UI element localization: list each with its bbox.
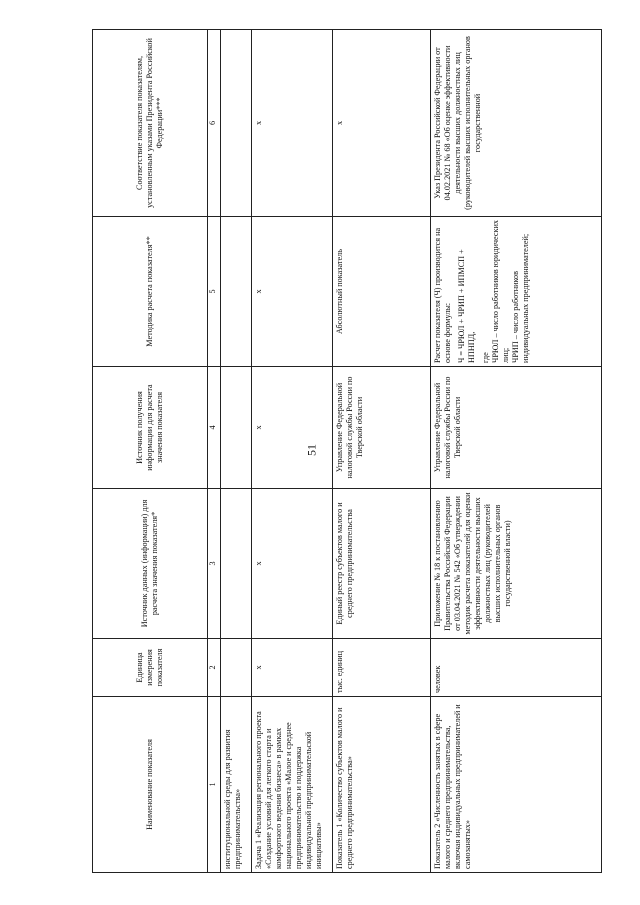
- method-formula: Ч = ЧРЮЛ + ЧРИП + ИПМСП + НПНПД,: [456, 249, 476, 363]
- row-origin: [221, 367, 251, 489]
- page-number: 51: [304, 444, 319, 456]
- method-where: где: [480, 352, 490, 363]
- row-source: Единый реестр субъектов малого и среднего предпринимательства: [332, 489, 430, 639]
- row-name: Показатель 2 «Численность занятых в сфере малого и среднего предпринимательства, включая индивидуальных предпринимателей и самозанятых»: [430, 697, 601, 873]
- column-number-row: [207, 30, 221, 873]
- indicators-table: [92, 29, 602, 873]
- row-source: Приложение № 18 к постановлению Правительства Российской Федерации от 03.04.2021 № 542 «Об утверждении методик расчета показателей для оценки эффективности деятельности высших должностных лиц (руководителей высших исполнительных органов государственной власти): [430, 489, 601, 639]
- row-compliance: Указ Президента Российской Федерации от 04.02.2021 № 68 «Об оценке эффективности деятельности высших должностных лиц (руководителей высших исполнительных органов государственной: [430, 30, 601, 217]
- header-data-source: Источник данных (информации) для расчета значения показателя*: [93, 489, 208, 639]
- table-row: [251, 30, 332, 873]
- row-unit: [221, 639, 251, 697]
- row-unit: х: [251, 639, 332, 697]
- table-row: [430, 30, 601, 873]
- header-indicator-name: Наименование показателя: [93, 697, 208, 873]
- method-definition: ЧРИП – число работников индивидуальных предпринимателей;: [510, 233, 530, 363]
- header-calc-method: Методика расчета показателя**: [93, 217, 208, 367]
- row-method: Абсолютный показатель: [332, 217, 430, 367]
- row-origin: х: [251, 367, 332, 489]
- row-compliance: х: [332, 30, 430, 217]
- row-name: Показатель 1 «Количество субъектов малого и среднего предпринимательства»: [332, 697, 430, 873]
- row-unit: тыс. единиц: [332, 639, 430, 697]
- row-source: х: [251, 489, 332, 639]
- row-method: [430, 217, 601, 367]
- col-number: 2: [207, 639, 221, 697]
- col-number: 1: [207, 697, 221, 873]
- rotated-table-wrapper: [92, 30, 602, 873]
- row-origin: Управление Федеральной налоговой службы России по Тверской области: [430, 367, 601, 489]
- row-origin: Управление Федеральной налоговой службы России по Тверской области: [332, 367, 430, 489]
- col-number: 3: [207, 489, 221, 639]
- table-row: [332, 30, 430, 873]
- header-info-origin: Источник получения информации для расчета значения показателя: [93, 367, 208, 489]
- header-unit: Единица измерения показателя: [93, 639, 208, 697]
- row-method: [221, 217, 251, 367]
- row-source: [221, 489, 251, 639]
- row-compliance: х: [251, 30, 332, 217]
- header-row: [93, 30, 208, 873]
- row-method: х: [251, 217, 332, 367]
- row-unit: человек: [430, 639, 601, 697]
- table-row: [221, 30, 251, 873]
- col-number: 5: [207, 217, 221, 367]
- header-presidential-compliance: Соответствие показателя показателям, установленным указами Президента Российской Федерации***: [93, 30, 208, 217]
- row-name: Задача 1 «Реализация регионального проекта «Создание условий для легкого старта и комфортного ведения бизнеса» в рамках национального проекта «Малое и среднее предпринимательство и поддержка индивидуальной предпринимательской инициативы»: [251, 697, 332, 873]
- col-number: 6: [207, 30, 221, 217]
- col-number: 4: [207, 367, 221, 489]
- method-intro: Расчет показателя (Ч) производится на основе формулы:: [432, 227, 452, 363]
- row-compliance: [221, 30, 251, 217]
- method-definition: ЧРЮЛ – число работников юридических лиц;: [490, 220, 510, 363]
- row-name: институциональной среды для развития предпринимательства»: [221, 697, 251, 873]
